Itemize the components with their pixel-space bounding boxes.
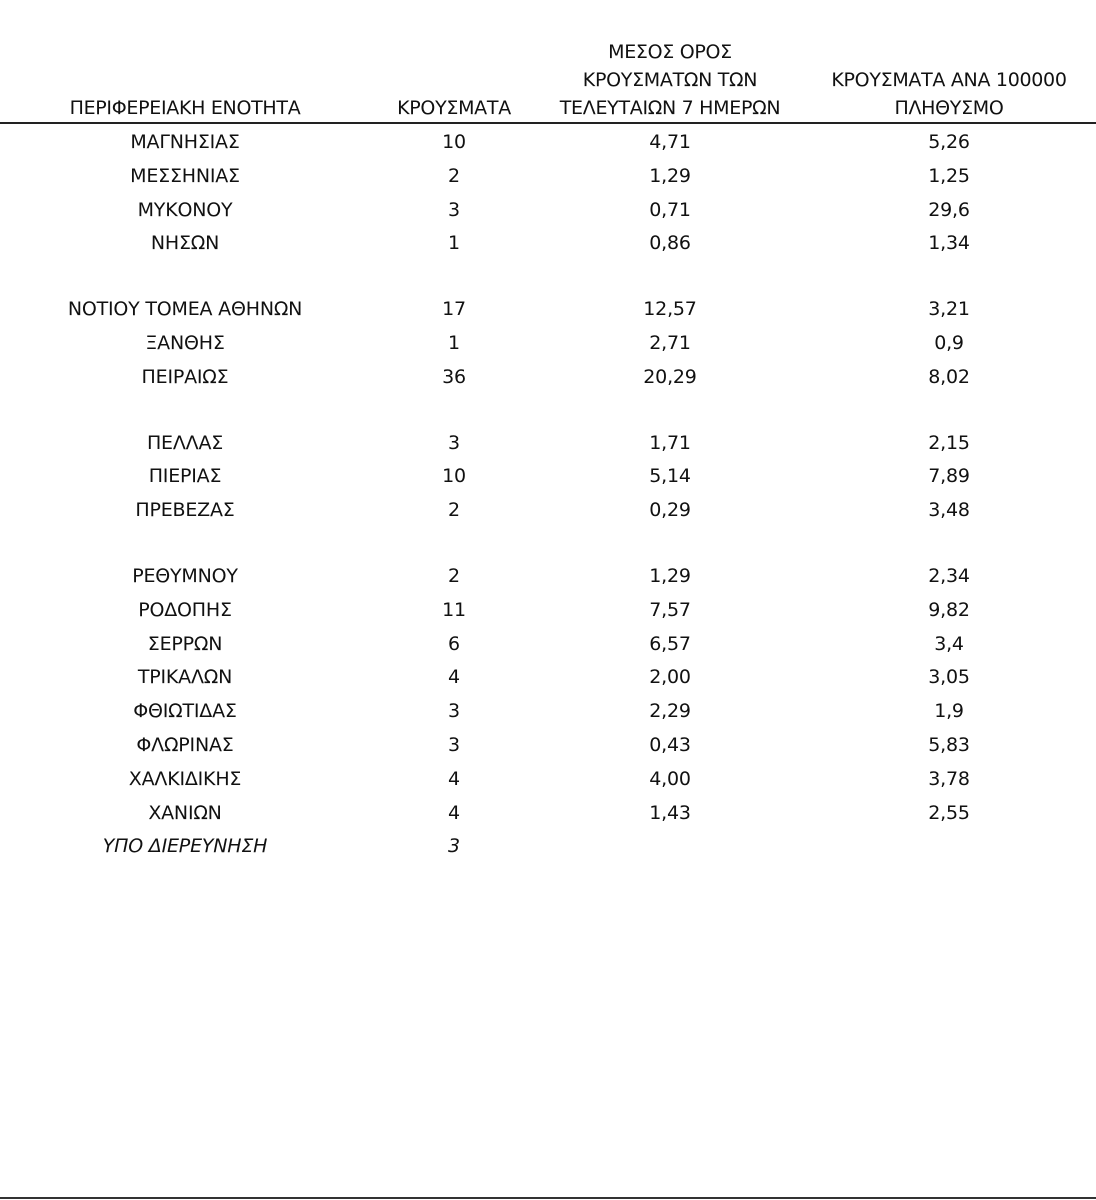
region-cell: ΝΗΣΩΝ xyxy=(150,232,220,255)
avg7-cell: 1,71 xyxy=(649,431,691,454)
table-row xyxy=(0,293,1096,327)
region-cell: ΧΑΛΚΙΔΙΚΗΣ xyxy=(128,767,242,790)
per100k-cell: 3,21 xyxy=(928,298,970,321)
avg7-cell: 6,57 xyxy=(649,632,691,655)
avg7-cell: 1,43 xyxy=(649,801,691,824)
region-cell: ΧΑΝΙΩΝ xyxy=(148,801,222,824)
table-body xyxy=(0,126,1096,864)
avg7-cell: 1,29 xyxy=(649,164,691,187)
avg7-cell: 0,86 xyxy=(649,232,691,255)
cases-cell: 4 xyxy=(448,666,460,689)
avg7-cell xyxy=(545,830,795,864)
table-row xyxy=(0,594,1096,628)
per100k-cell: 1,25 xyxy=(928,164,970,187)
per100k-cell: 29,6 xyxy=(928,198,970,221)
avg7-cell: 0,29 xyxy=(649,499,691,522)
cases-cell: 10 xyxy=(442,131,466,153)
avg7-cell: 0,71 xyxy=(649,198,691,221)
region-cell: ΜΕΣΣΗΝΙΑΣ xyxy=(130,164,240,187)
table-row xyxy=(0,763,1096,797)
region-cell: ΜΥΚΟΝΟΥ xyxy=(137,198,233,221)
table-row xyxy=(0,729,1096,763)
region-cell: ΦΘΙΩΤΙΔΑΣ xyxy=(133,700,237,723)
table-row xyxy=(0,695,1096,729)
cases-cell: 3 xyxy=(448,835,460,858)
table-row xyxy=(0,460,1096,494)
cases-cell: 6 xyxy=(448,632,460,655)
header-per100k-line-2: ΠΛΗΘΥΣΜΟ xyxy=(894,97,1004,119)
avg7-cell: 1,29 xyxy=(649,564,691,587)
per100k-cell: 2,15 xyxy=(928,431,970,454)
header-per100k-line-1: ΚΡΟΥΣΜΑΤΑ ΑΝΑ 100000 xyxy=(831,69,1067,91)
table-row xyxy=(0,160,1096,194)
avg7-cell: 12,57 xyxy=(643,298,697,321)
per100k-cell: 7,89 xyxy=(928,465,970,488)
table-row xyxy=(0,427,1096,461)
avg7-cell: 20,29 xyxy=(643,365,697,388)
header-divider xyxy=(0,122,1096,124)
region-cell: ΠΕΙΡΑΙΩΣ xyxy=(141,365,229,388)
region-cell: ΣΕΡΡΩΝ xyxy=(147,632,223,655)
region-cell: ΜΑΓΝΗΣΙΑΣ xyxy=(130,131,240,153)
region-cell: ΠΕΛΛΑΣ xyxy=(146,431,224,454)
cases-cell: 2 xyxy=(448,499,460,522)
table-row xyxy=(0,194,1096,228)
table-row xyxy=(0,361,1096,395)
cases-cell: 4 xyxy=(448,801,460,824)
per100k-cell: 5,26 xyxy=(928,131,970,153)
header-cases-line: ΚΡΟΥΣΜΑΤΑ xyxy=(397,97,511,119)
table-row xyxy=(0,797,1096,831)
avg7-cell: 4,00 xyxy=(649,767,691,790)
table-row xyxy=(0,126,1096,160)
per100k-cell xyxy=(802,830,1096,864)
per100k-cell: 8,02 xyxy=(928,365,970,388)
per100k-cell: 3,78 xyxy=(928,767,970,790)
avg7-cell: 0,43 xyxy=(649,733,691,756)
region-cell: ΤΡΙΚΑΛΩΝ xyxy=(137,666,233,689)
cases-cell: 4 xyxy=(448,767,460,790)
cases-cell: 3 xyxy=(448,700,460,723)
cases-cell: 2 xyxy=(448,564,460,587)
cases-cell: 36 xyxy=(442,365,466,388)
cases-cell: 1 xyxy=(448,232,460,255)
header-cases xyxy=(378,94,530,122)
table-header xyxy=(0,38,1096,122)
region-cell: ΝΟΤΙΟΥ ΤΟΜΕΑ ΑΘΗΝΩΝ xyxy=(67,298,303,321)
table-row xyxy=(0,560,1096,594)
avg7-cell: 2,71 xyxy=(649,331,691,354)
per100k-cell: 3,48 xyxy=(928,499,970,522)
table-row xyxy=(0,628,1096,662)
table-row xyxy=(0,661,1096,695)
region-cell: ΡΕΘΥΜΝΟΥ xyxy=(132,564,238,587)
cases-cell: 1 xyxy=(448,331,460,354)
per100k-cell: 3,4 xyxy=(934,632,964,655)
header-per100k xyxy=(802,66,1096,122)
header-avg7 xyxy=(545,38,795,122)
avg7-cell: 4,71 xyxy=(649,131,691,153)
region-cell: ΞΑΝΘΗΣ xyxy=(145,331,225,354)
cases-cell: 17 xyxy=(442,298,466,321)
header-avg7-line-2: ΚΡΟΥΣΜΑΤΩΝ ΤΩΝ xyxy=(582,69,758,91)
avg7-cell: 5,14 xyxy=(649,465,691,488)
per100k-cell: 1,9 xyxy=(934,700,964,723)
table-row xyxy=(0,494,1096,528)
region-cell: ΠΡΕΒΕΖΑΣ xyxy=(135,499,235,522)
avg7-cell: 2,00 xyxy=(649,666,691,689)
region-cell: ΡΟΔΟΠΗΣ xyxy=(138,598,232,621)
table-row xyxy=(0,227,1096,261)
region-cell: ΦΛΩΡΙΝΑΣ xyxy=(136,733,234,756)
table-row xyxy=(0,327,1096,361)
header-region xyxy=(35,94,335,122)
per100k-cell: 2,55 xyxy=(928,801,970,824)
header-region-line: ΠΕΡΙΦΕΡΕΙΑΚΗ ΕΝΟΤΗΤΑ xyxy=(69,97,301,119)
cases-cell: 2 xyxy=(448,164,460,187)
table-row-under-investigation xyxy=(0,830,1096,864)
per100k-cell: 3,05 xyxy=(928,666,970,689)
header-avg7-line-1: ΜΕΣΟΣ ΟΡΟΣ xyxy=(608,41,732,63)
region-cell: ΠΙΕΡΙΑΣ xyxy=(148,465,222,488)
per100k-cell: 0,9 xyxy=(934,331,964,354)
per100k-cell: 9,82 xyxy=(928,598,970,621)
header-avg7-line-3: ΤΕΛΕΥΤΑΙΩΝ 7 ΗΜΕΡΩΝ xyxy=(559,97,781,119)
cases-cell: 11 xyxy=(442,598,466,621)
per100k-cell: 5,83 xyxy=(928,733,970,756)
per100k-cell: 2,34 xyxy=(928,564,970,587)
avg7-cell: 7,57 xyxy=(649,598,691,621)
bottom-border xyxy=(0,1197,1096,1199)
cases-cell: 3 xyxy=(448,198,460,221)
per100k-cell: 1,34 xyxy=(928,232,970,255)
cases-cell: 3 xyxy=(448,733,460,756)
cases-cell: 3 xyxy=(448,431,460,454)
region-cell: ΥΠΟ ΔΙΕΡΕΥΝΗΣΗ xyxy=(102,835,268,858)
avg7-cell: 2,29 xyxy=(649,700,691,723)
cases-cell: 10 xyxy=(442,465,466,488)
